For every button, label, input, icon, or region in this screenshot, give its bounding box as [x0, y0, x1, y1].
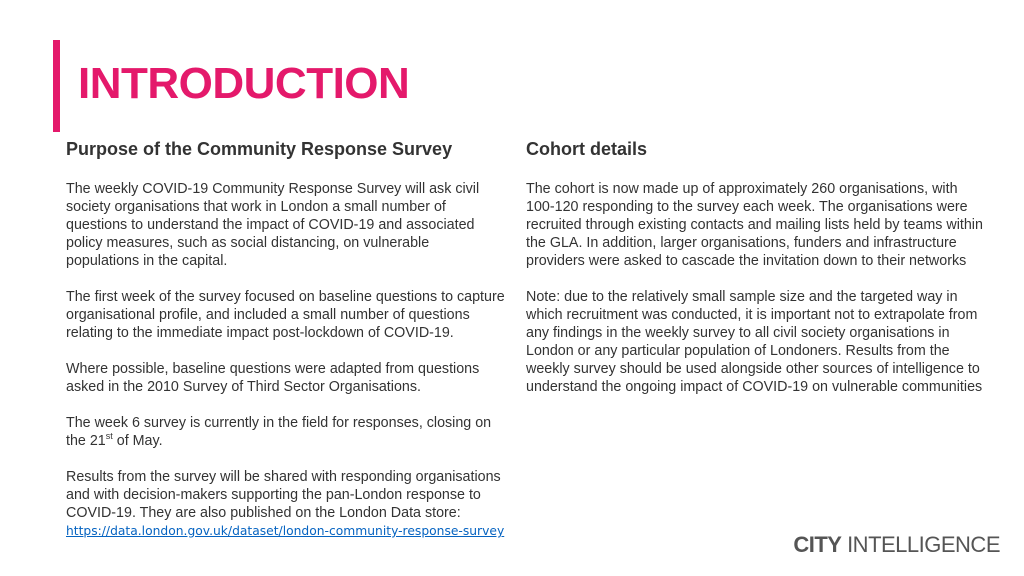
purpose-paragraph-2: The first week of the survey focused on baseline questions to capture organisational profile, and included a small number of questions relating to the immediate impact post-lockdown of COVID-19.	[66, 289, 505, 341]
closing-date-text: The week 6 survey is currently in the field for responses, closing on the 21	[66, 415, 492, 449]
title-accent-bar	[53, 40, 60, 132]
publication-text: Results from the survey will be shared with responding organisations and with decision-makers supporting the pan-London response to COVID-19. They are also published on the London Data store:	[66, 469, 501, 521]
purpose-paragraph-5	[66, 468, 506, 540]
cohort-paragraph-1: The cohort is now made up of approximately 260 organisations, with 100-120 responding to the survey each week. The organisations were recruited through existing contacts and mailing lists held by teams within the GLA. In addition, larger organisations, funders and infrastructure providers were asked to cascade the invitation down to their networks	[526, 181, 983, 269]
brand-bold: CITY	[793, 532, 842, 557]
ordinal-suffix: st	[105, 431, 113, 442]
cohort-column	[526, 138, 986, 414]
purpose-paragraph-1: The weekly COVID-19 Community Response Survey will ask civil society organisations that work in London a small number of questions to understand the impact of COVID-19 and associated policy measures, such as social distancing, on vulnerable populations in the capital.	[66, 181, 480, 269]
purpose-heading: Purpose of the Community Response Survey	[66, 139, 453, 159]
page-title: INTRODUCTION	[78, 59, 410, 108]
london-datastore-link[interactable]: https://data.london.gov.uk/dataset/london-community-response-survey	[66, 524, 505, 538]
cohort-note-paragraph: Note: due to the relatively small sample size and the targeted way in which recruitment was conducted, it is important not to extrapolate from any findings in the weekly survey to all civil society organisations in London or any particular population of Londoners. Results from the weekly survey should be used alongside other sources of intelligence to understand the ongoing impact of COVID-19 on vulnerable communities	[526, 289, 983, 395]
closing-date-month: of May.	[112, 433, 163, 449]
purpose-paragraph-3: Where possible, baseline questions were adapted from questions asked in the 2010 Survey of Third Sector Organisations.	[66, 361, 480, 395]
purpose-column	[66, 138, 506, 558]
brand-regular: INTELLIGENCE	[841, 532, 1000, 557]
city-intelligence-logo	[793, 532, 1000, 558]
cohort-heading: Cohort details	[526, 139, 648, 159]
purpose-paragraph-4	[66, 414, 506, 450]
